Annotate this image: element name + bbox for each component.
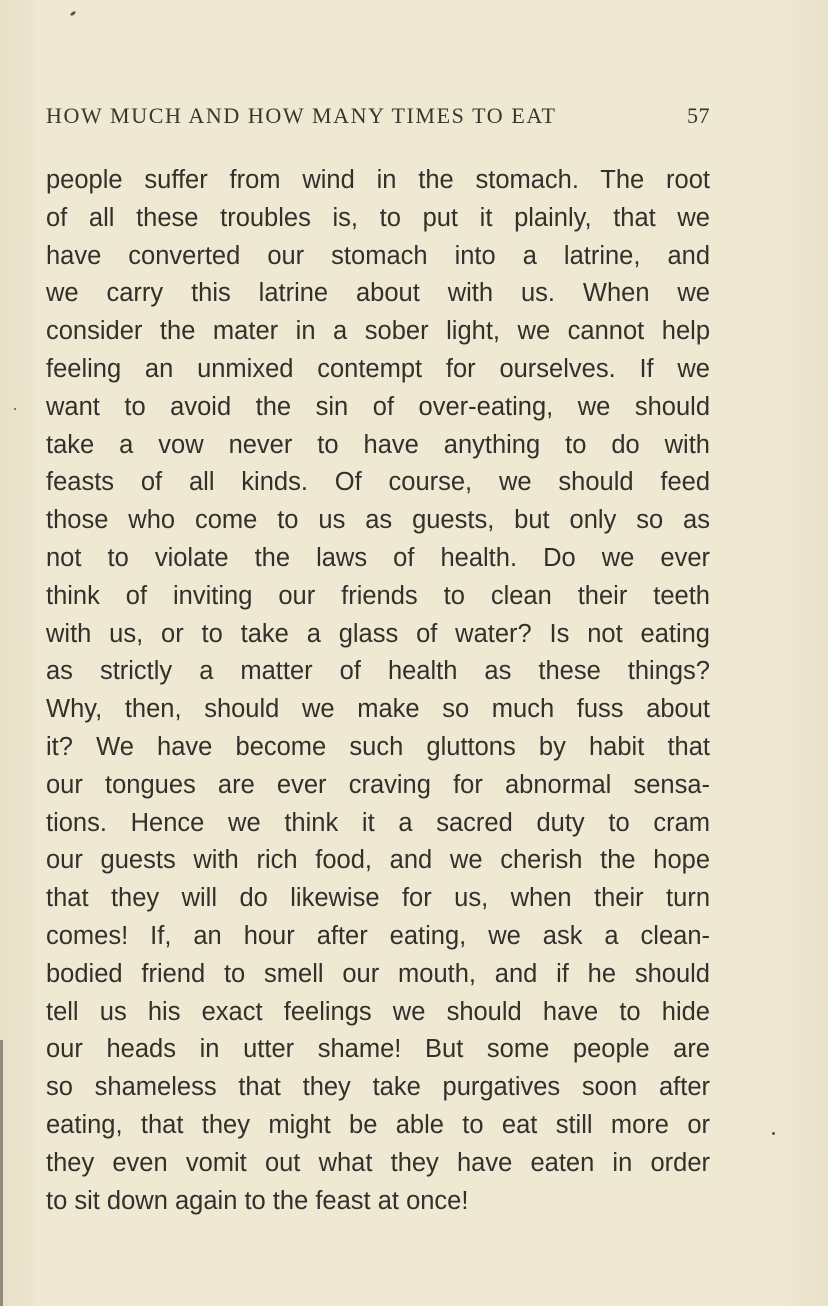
text-line: those who come to us as guests, but only so as	[46, 506, 710, 535]
text-line: so shameless that they take purgatives soon after	[46, 1073, 710, 1102]
ink-speck	[70, 11, 77, 17]
page-number: 57	[687, 103, 710, 128]
chapter-title: HOW MUCH AND HOW MANY TIMES TO EAT	[46, 103, 557, 128]
text-line: comes! If, an hour after eating, we ask a clean-	[46, 921, 710, 950]
ink-speck	[14, 408, 16, 410]
text-line: people suffer from wind in the stomach. The root	[46, 166, 710, 194]
text-line: consider the mater in a sober light, we cannot help	[46, 317, 710, 346]
running-head	[46, 103, 710, 139]
text-line: bodied friend to smell our mouth, and if he should	[46, 959, 710, 988]
text-line: feeling an unmixed contempt for ourselves. If we	[46, 354, 710, 383]
page-gutter-edge	[0, 1040, 3, 1306]
text-line: want to avoid the sin of over-eating, we should	[46, 392, 710, 421]
text-line: we carry this latrine about with us. When we	[46, 279, 710, 308]
text-line: our heads in utter shame! But some people are	[46, 1035, 710, 1064]
text-line: our guests with rich food, and we cherish the hope	[46, 846, 710, 875]
text-line-last: to sit down again to the feast at once!	[46, 1186, 469, 1215]
text-line: feasts of all kinds. Of course, we should feed	[46, 468, 710, 497]
text-line: take a vow never to have anything to do with	[46, 430, 710, 459]
text-line: that they will do likewise for us, when their turn	[46, 884, 710, 913]
text-line: have converted our stomach into a latrine, and	[46, 241, 710, 270]
text-line: Why, then, should we make so much fuss about	[46, 695, 710, 724]
text-line: they even vomit out what they have eaten in order	[46, 1148, 710, 1177]
text-line: of all these troubles is, to put it plainly, that we	[46, 203, 710, 232]
text-line: tions. Hence we think it a sacred duty to cram	[46, 808, 710, 837]
text-line: tell us his exact feelings we should have to hide	[46, 997, 710, 1026]
text-line: it? We have become such gluttons by habit that	[46, 732, 710, 761]
text-line: our tongues are ever craving for abnormal sensa-	[46, 770, 710, 799]
text-line: eating, that they might be able to eat still more or	[46, 1110, 710, 1139]
body-text	[46, 162, 710, 1220]
text-line: as strictly a matter of health as these things?	[46, 657, 710, 686]
ink-speck	[772, 1132, 775, 1135]
text-line: with us, or to take a glass of water? Is not eating	[46, 619, 710, 648]
text-line: not to violate the laws of health. Do we ever	[46, 543, 710, 572]
text-line: think of inviting our friends to clean their teeth	[46, 581, 710, 610]
